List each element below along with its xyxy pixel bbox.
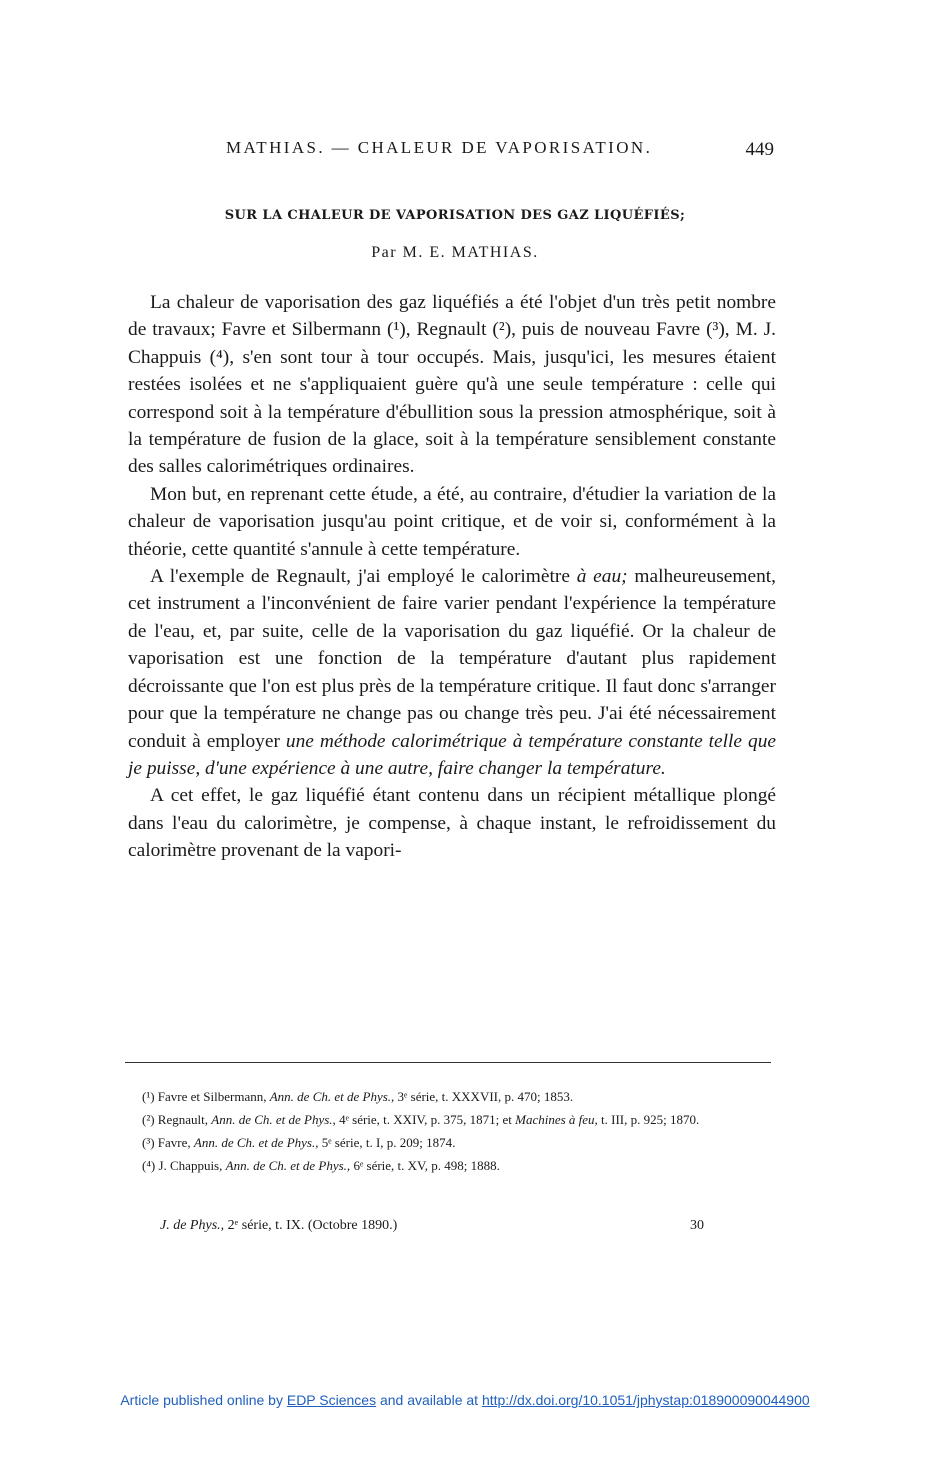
- footnote-3: [122, 1131, 774, 1154]
- page-number: 449: [745, 139, 774, 160]
- footnote-2-book: Machines à feu,: [515, 1112, 598, 1127]
- footnote-2: [122, 1108, 774, 1131]
- edp-sciences-link[interactable]: EDP Sciences: [286, 1392, 377, 1408]
- footnote-2-author: (²) Regnault,: [142, 1112, 212, 1127]
- footnote-2-ref: 4ᵉ série, t. XXIV, p. 375, 1871; et: [335, 1112, 516, 1127]
- running-head: [130, 138, 780, 162]
- publisher-bar-prefix: Article published online by: [120, 1392, 287, 1408]
- footnote-3-author: (³) Favre,: [142, 1135, 194, 1150]
- footnote-4-author: (⁴) J. Chappuis,: [142, 1158, 226, 1173]
- publisher-bar: [0, 1392, 930, 1408]
- footnote-2-journal: Ann. de Ch. et de Phys.,: [211, 1112, 336, 1127]
- footnote-4-ref: 6ᵉ série, t. XV, p. 498; 1888.: [350, 1158, 500, 1173]
- footnotes: [122, 1085, 774, 1177]
- footnote-3-ref: 5ᵉ série, t. I, p. 209; 1874.: [318, 1135, 456, 1150]
- journal-details: 2ᵉ série, t. IX. (Octobre 1890.): [224, 1218, 398, 1233]
- paragraph-2: Mon but, en reprenant cette étude, a été, au contraire, d'étudier la variation de la chaleur de vaporisation jusqu'au point critique, et de voir si, conformément à la théorie, cette quantité s'annule à cette température.: [128, 483, 776, 560]
- article-title: SUR LA CHALEUR DE VAPORISATION DES GAZ LIQUÉFIÉS;: [224, 208, 686, 223]
- paragraph-3-emphasis-b: une méthode calorimétrique à température constante telle que je puisse, d'une expérience à une autre, faire changer la température.: [128, 730, 776, 779]
- paragraph-3-emphasis-a: à eau;: [576, 566, 628, 588]
- footnote-1: [122, 1085, 774, 1108]
- footnote-4: [122, 1154, 774, 1177]
- signature-mark: 30: [690, 1218, 704, 1233]
- footnote-1-ref: 3ᵉ série, t. XXXVII, p. 470; 1853.: [394, 1089, 574, 1104]
- journal-name: J. de Phys.,: [160, 1218, 225, 1233]
- paragraph-1: La chaleur de vaporisation des gaz liquéfiés a été l'objet d'un très petit nombre de travaux; Favre et Silbermann (¹), Regnault (²), puis de nouveau Favre (³), M. J. Chappuis (⁴), s'en sont tour à tour occupés. Mais, jusqu'ici, les mesures étaient restées isolées et ne s'appliquaient guère qu'à une seule température : celle qui correspond soit à la température d'ébullition sous la pression atmosphérique, soit à la température de fusion de la glace, soit à la température sensiblement constante des salles calorimétriques ordinaires.: [128, 292, 776, 478]
- publisher-bar-middle: and available at: [376, 1392, 482, 1408]
- footnote-3-journal: Ann. de Ch. et de Phys.,: [193, 1135, 319, 1150]
- footnote-divider: [125, 1062, 771, 1063]
- footnote-2-ref-b: t. III, p. 925; 1870.: [597, 1112, 700, 1127]
- footnote-1-author: (¹) Favre et Silbermann,: [142, 1089, 270, 1104]
- paragraph-3-text-b: malheureusement, cet instrument a l'inconvénient de faire varier pendant l'expérience la température de l'eau, et, par suite, celle de la vaporisation du gaz liquéfié. Or la chaleur de vaporisation est une fonction de la température d'autant plus rapidement décroissante que l'on est plus près de la température critique. Il faut donc s'arranger pour que la température ne change pas ou change très peu. J'ai été nécessairement conduit à employer: [128, 566, 776, 752]
- article-body: [128, 289, 776, 865]
- journal-footer: [160, 1218, 740, 1234]
- article-byline: Par M. E. MATHIAS.: [371, 244, 539, 261]
- paragraph-3: [128, 563, 776, 782]
- footnote-1-journal: Ann. de Ch. et de Phys.,: [269, 1089, 395, 1104]
- doi-link[interactable]: http://dx.doi.org/10.1051/jphystap:018900090044900: [481, 1392, 810, 1408]
- paragraph-3-text-a: A l'exemple de Regnault, j'ai employé le calorimètre: [150, 566, 577, 588]
- footnote-4-journal: Ann. de Ch. et de Phys.,: [225, 1158, 351, 1173]
- paragraph-4: A cet effet, le gaz liquéfié étant contenu dans un récipient métallique plongé dans l'eau du calorimètre, je compense, à chaque instant, le refroidissement du calorimètre provenant de la vapori-: [128, 785, 776, 862]
- running-head-title: MATHIAS. — CHALEUR DE VAPORISATION.: [226, 138, 653, 157]
